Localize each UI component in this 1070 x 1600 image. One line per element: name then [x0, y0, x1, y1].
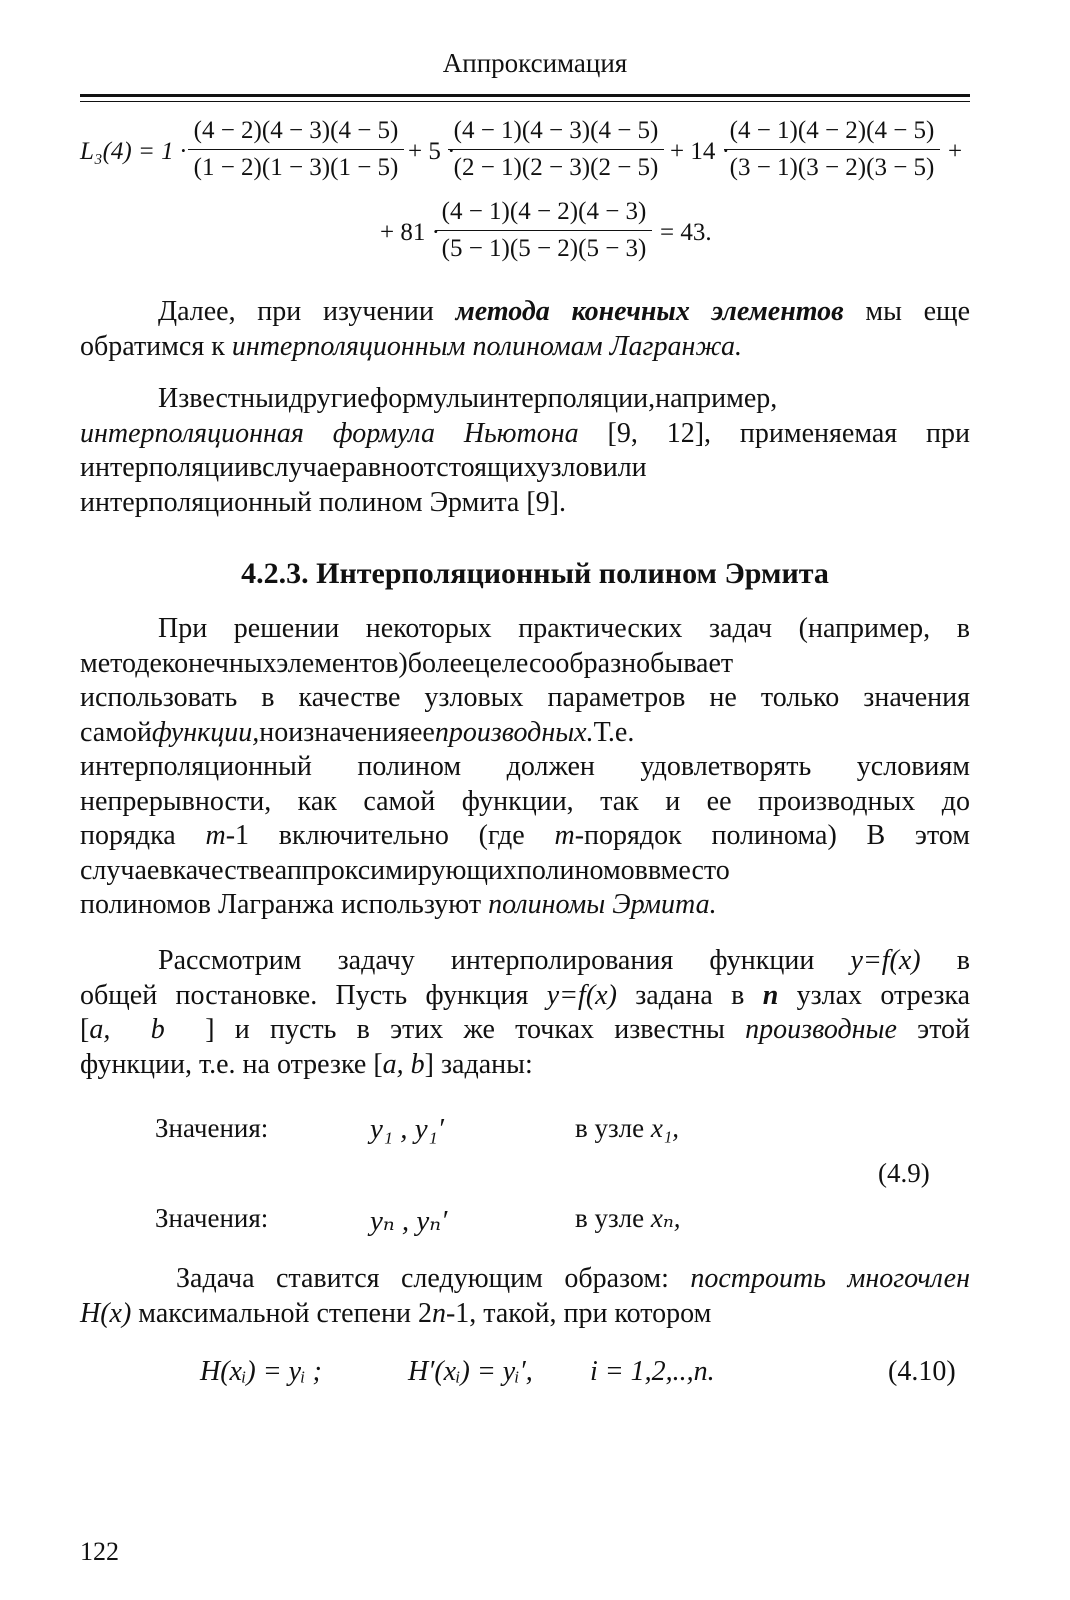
p4-line-2: общей постановке. Пусть функция y=f(x) задана в n узлах отрезка [80, 979, 971, 1011]
paragraph-3 [80, 612, 970, 923]
formula-result: = 43. [660, 219, 712, 246]
p4-line-1: Рассмотрим задачу интерполирования функции y=f(x) в [158, 945, 971, 976]
values-y1: y₁ , y₁′ [370, 1113, 445, 1145]
running-head: Аппроксимация [442, 48, 628, 78]
p4-line-4: функции, т.е. на отрезке [a, b] заданы: [80, 1048, 533, 1080]
formula-term-1: $\frac{(4 - 2)(4 - 3)(4 - 5)}{(1 - 2)(1 - 3)(1 - 5)}$ [188, 117, 404, 182]
formula-op-2: + 5 · [408, 138, 456, 165]
values-label-1: Значения: [155, 1113, 269, 1143]
p1-line-1: Далее, при изучении метода конечных элементов мы еще [158, 296, 971, 327]
formula-410-part-3: i = 1,2,..,n. [590, 1356, 715, 1387]
equation-number-4-9: (4.9) [878, 1158, 930, 1188]
p3-line-2: методеконечныхэлементов)болеецелесообразнобывает [80, 647, 734, 679]
p3-line-1: При решении некоторых практических задач (например, в [158, 613, 970, 644]
header-rule-thin [80, 101, 970, 102]
values-node-n: в узле xₙ, [575, 1203, 681, 1233]
p5-line-1: Задача ставится следующим образом: построить многочлен [176, 1263, 971, 1294]
formula-lhs: L₃(4) = 1 · [80, 138, 187, 165]
values-yn: yₙ , yₙ′ [370, 1205, 448, 1237]
header-rule-thick [80, 94, 970, 97]
paragraph-5 [80, 1262, 970, 1331]
p2-line-2: интерполяционная формула Ньютона [9, 12], применяемая при [80, 417, 970, 449]
p2-line-3: интерполяциивслучаеравноотстоящихузловили [80, 452, 647, 483]
paragraph-1 [80, 295, 970, 364]
formula-op-4: + 81 · [380, 219, 440, 246]
paragraph-2 [80, 382, 970, 520]
p3-line-7: порядка m-1 включительно (где m-порядок полинома) В этом [80, 820, 970, 851]
p5-line-2: H(x) максимальной степени 2n-1, такой, при котором [80, 1297, 712, 1329]
p3-line-3: использовать в качестве узловых параметров не только значения [80, 682, 970, 713]
formula-term-2: $\frac{(4 - 1)(4 - 3)(4 - 5)}{(2 - 1)(2 - 3)(2 - 5)}$ [448, 117, 664, 182]
p3-line-4: самойфункции,ноизначенияеепроизводных.Т.е. [80, 716, 635, 748]
p3-line-6: непрерывности, как самой функции, так и ее производных до [80, 785, 970, 817]
formula-trail: + [948, 138, 963, 165]
equation-number-4-10: (4.10) [888, 1356, 956, 1387]
formula-term-4: $\frac{(4 - 1)(4 - 2)(4 - 3)}{(5 - 1)(5 - 2)(5 - 3)}$ [436, 198, 652, 263]
p3-line-8: случаевкачествеаппроксимирующихполиномоввместо [80, 854, 730, 886]
page-number: 122 [80, 1537, 119, 1566]
p1-line-2: обратимся к интерполяционным полиномам Лагранжа. [80, 330, 743, 362]
p3-line-5: интерполяционный полином должен удовлетворять условиям [80, 751, 970, 782]
paragraph-4 [80, 944, 970, 1082]
p3-line-9: полиномов Лагранжа используют полиномы Эрмита. [80, 889, 717, 920]
section-heading: 4.2.3. Интерполяционный полином Эрмита [241, 557, 829, 590]
formula-410-part-1: H(xᵢ) = yᵢ ; [200, 1356, 322, 1387]
values-label-2: Значения: [155, 1203, 269, 1233]
formula-term-3: $\frac{(4 - 1)(4 - 2)(4 - 5)}{(3 - 1)(3 - 2)(3 - 5)}$ [724, 117, 940, 182]
formula-op-3: + 14 · [670, 138, 730, 165]
p4-line-3: [a, b ] и пусть в этих же точках известны производные этой [80, 1014, 971, 1045]
values-node-1: в узле x₁, [575, 1113, 679, 1143]
p2-line-4: интерполяционный полином Эрмита [9]. [80, 486, 566, 518]
p2-line-1: Известныидругиеформулыинтерполяции,например, [158, 383, 778, 414]
formula-410-part-2: H′(xᵢ) = yᵢ′, [408, 1356, 533, 1387]
